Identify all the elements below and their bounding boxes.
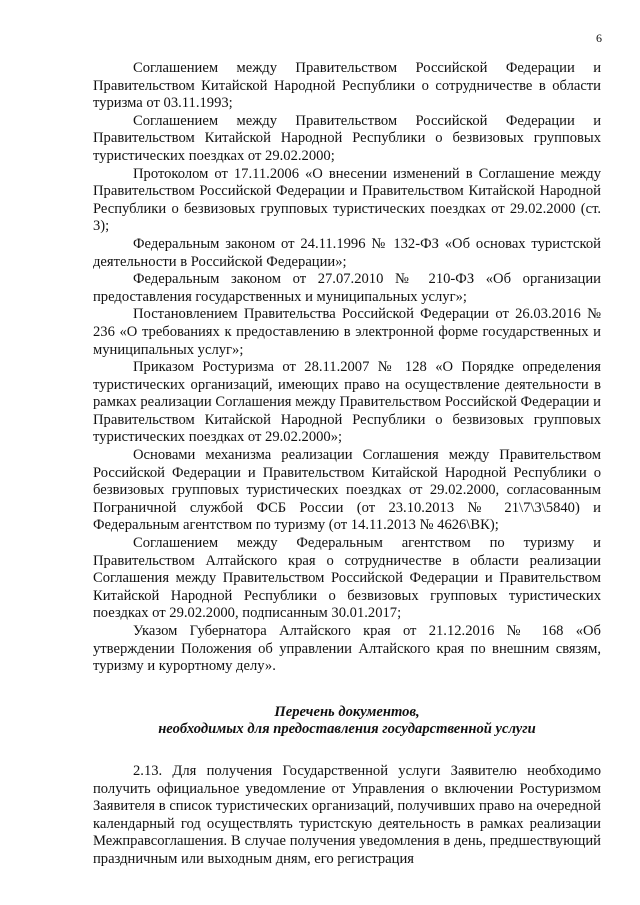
clause-2-13: 2.13. Для получения Государственной услуги Заявителю необходимо получить официальное уведомление от Управления о включении Ростуризмом Заявителя в список туристических организаций, получивших право на очередной календарный год осуществлять туристскую деятельность в рамках реализации Межправсоглашения. В случае получения уведомления в день, предшествующий праздничным или выходным дням, его регистрация (93, 762, 601, 867)
legal-basis-item: Протоколом от 17.11.2006 «О внесении изменений в Соглашение между Правительством Российской Федерации и Правительством Китайской Народной Республики о безвизовых групповых туристических поездках от 29.02.2000 (ст. 3); (93, 165, 601, 235)
legal-basis-item: Федеральным законом от 27.07.2010 № 210-ФЗ «Об организации предоставления государственных и муниципальных услуг»; (93, 271, 601, 305)
legal-basis-item: Приказом Ростуризма от 28.11.2007 № 128 «О Порядке определения туристических организаций, имеющих право на осуществление деятельности в рамках реализации Соглашения между Правительством Российской Федерации и Правительством Китайской Народной Республики о безвизовых групповых туристических поездках от 29.02.2000»; (93, 359, 601, 446)
legal-basis-item: Постановлением Правительства Российской Федерации от 26.03.2016 № 236 «О требованиях к предоставлению в электронной форме государственных и муниципальных услуг»; (93, 306, 601, 358)
legal-basis-item: Соглашением между Правительством Российской Федерации и Правительством Китайской Народной Республики о безвизовых групповых туристических поездках от 29.02.2000; (93, 112, 601, 164)
legal-basis-item: Соглашением между Правительством Российской Федерации и Правительством Китайской Народной Республики о сотрудничестве в области туризма от 03.11.1993; (93, 60, 601, 112)
section-heading-line-2: необходимых для предоставления государственной услуги (158, 721, 536, 738)
page-number: 6 (596, 31, 602, 45)
legal-basis-item: Основами механизма реализации Соглашения между Правительством Российской Федерации и Правительством Китайской Народной Республики о безвизовых групповых туристических поездках от 29.02.2000, согласованным Пограничной службой ФСБ России (от 23.10.2013 № 21\7\3\5840) и Федеральным агентством по туризму (от 14.11.2013 № 4626\ВК); (93, 447, 601, 534)
legal-basis-item: Федеральным законом от 24.11.1996 № 132-ФЗ «Об основах туристской деятельности в Российской Федерации»; (93, 235, 601, 270)
legal-basis-item: Соглашением между Федеральным агентством по туризму и Правительством Алтайского края о сотрудничестве в области реализации Соглашения между Правительством Российской Федерации и Правительством Китайской Народной Республики о безвизовых групповых туристических поездках от 29.02.2000, подписанным 30.01.2017; (93, 535, 601, 622)
section-heading (93, 704, 601, 739)
legal-basis-item: Указом Губернатора Алтайского края от 21.12.2016 № 168 «Об утверждении Положения об управлении Алтайского края по внешним связям, туризму и курортному делу». (93, 623, 601, 675)
document-body (93, 60, 601, 869)
section-heading-line-1: Перечень документов, (274, 703, 420, 720)
